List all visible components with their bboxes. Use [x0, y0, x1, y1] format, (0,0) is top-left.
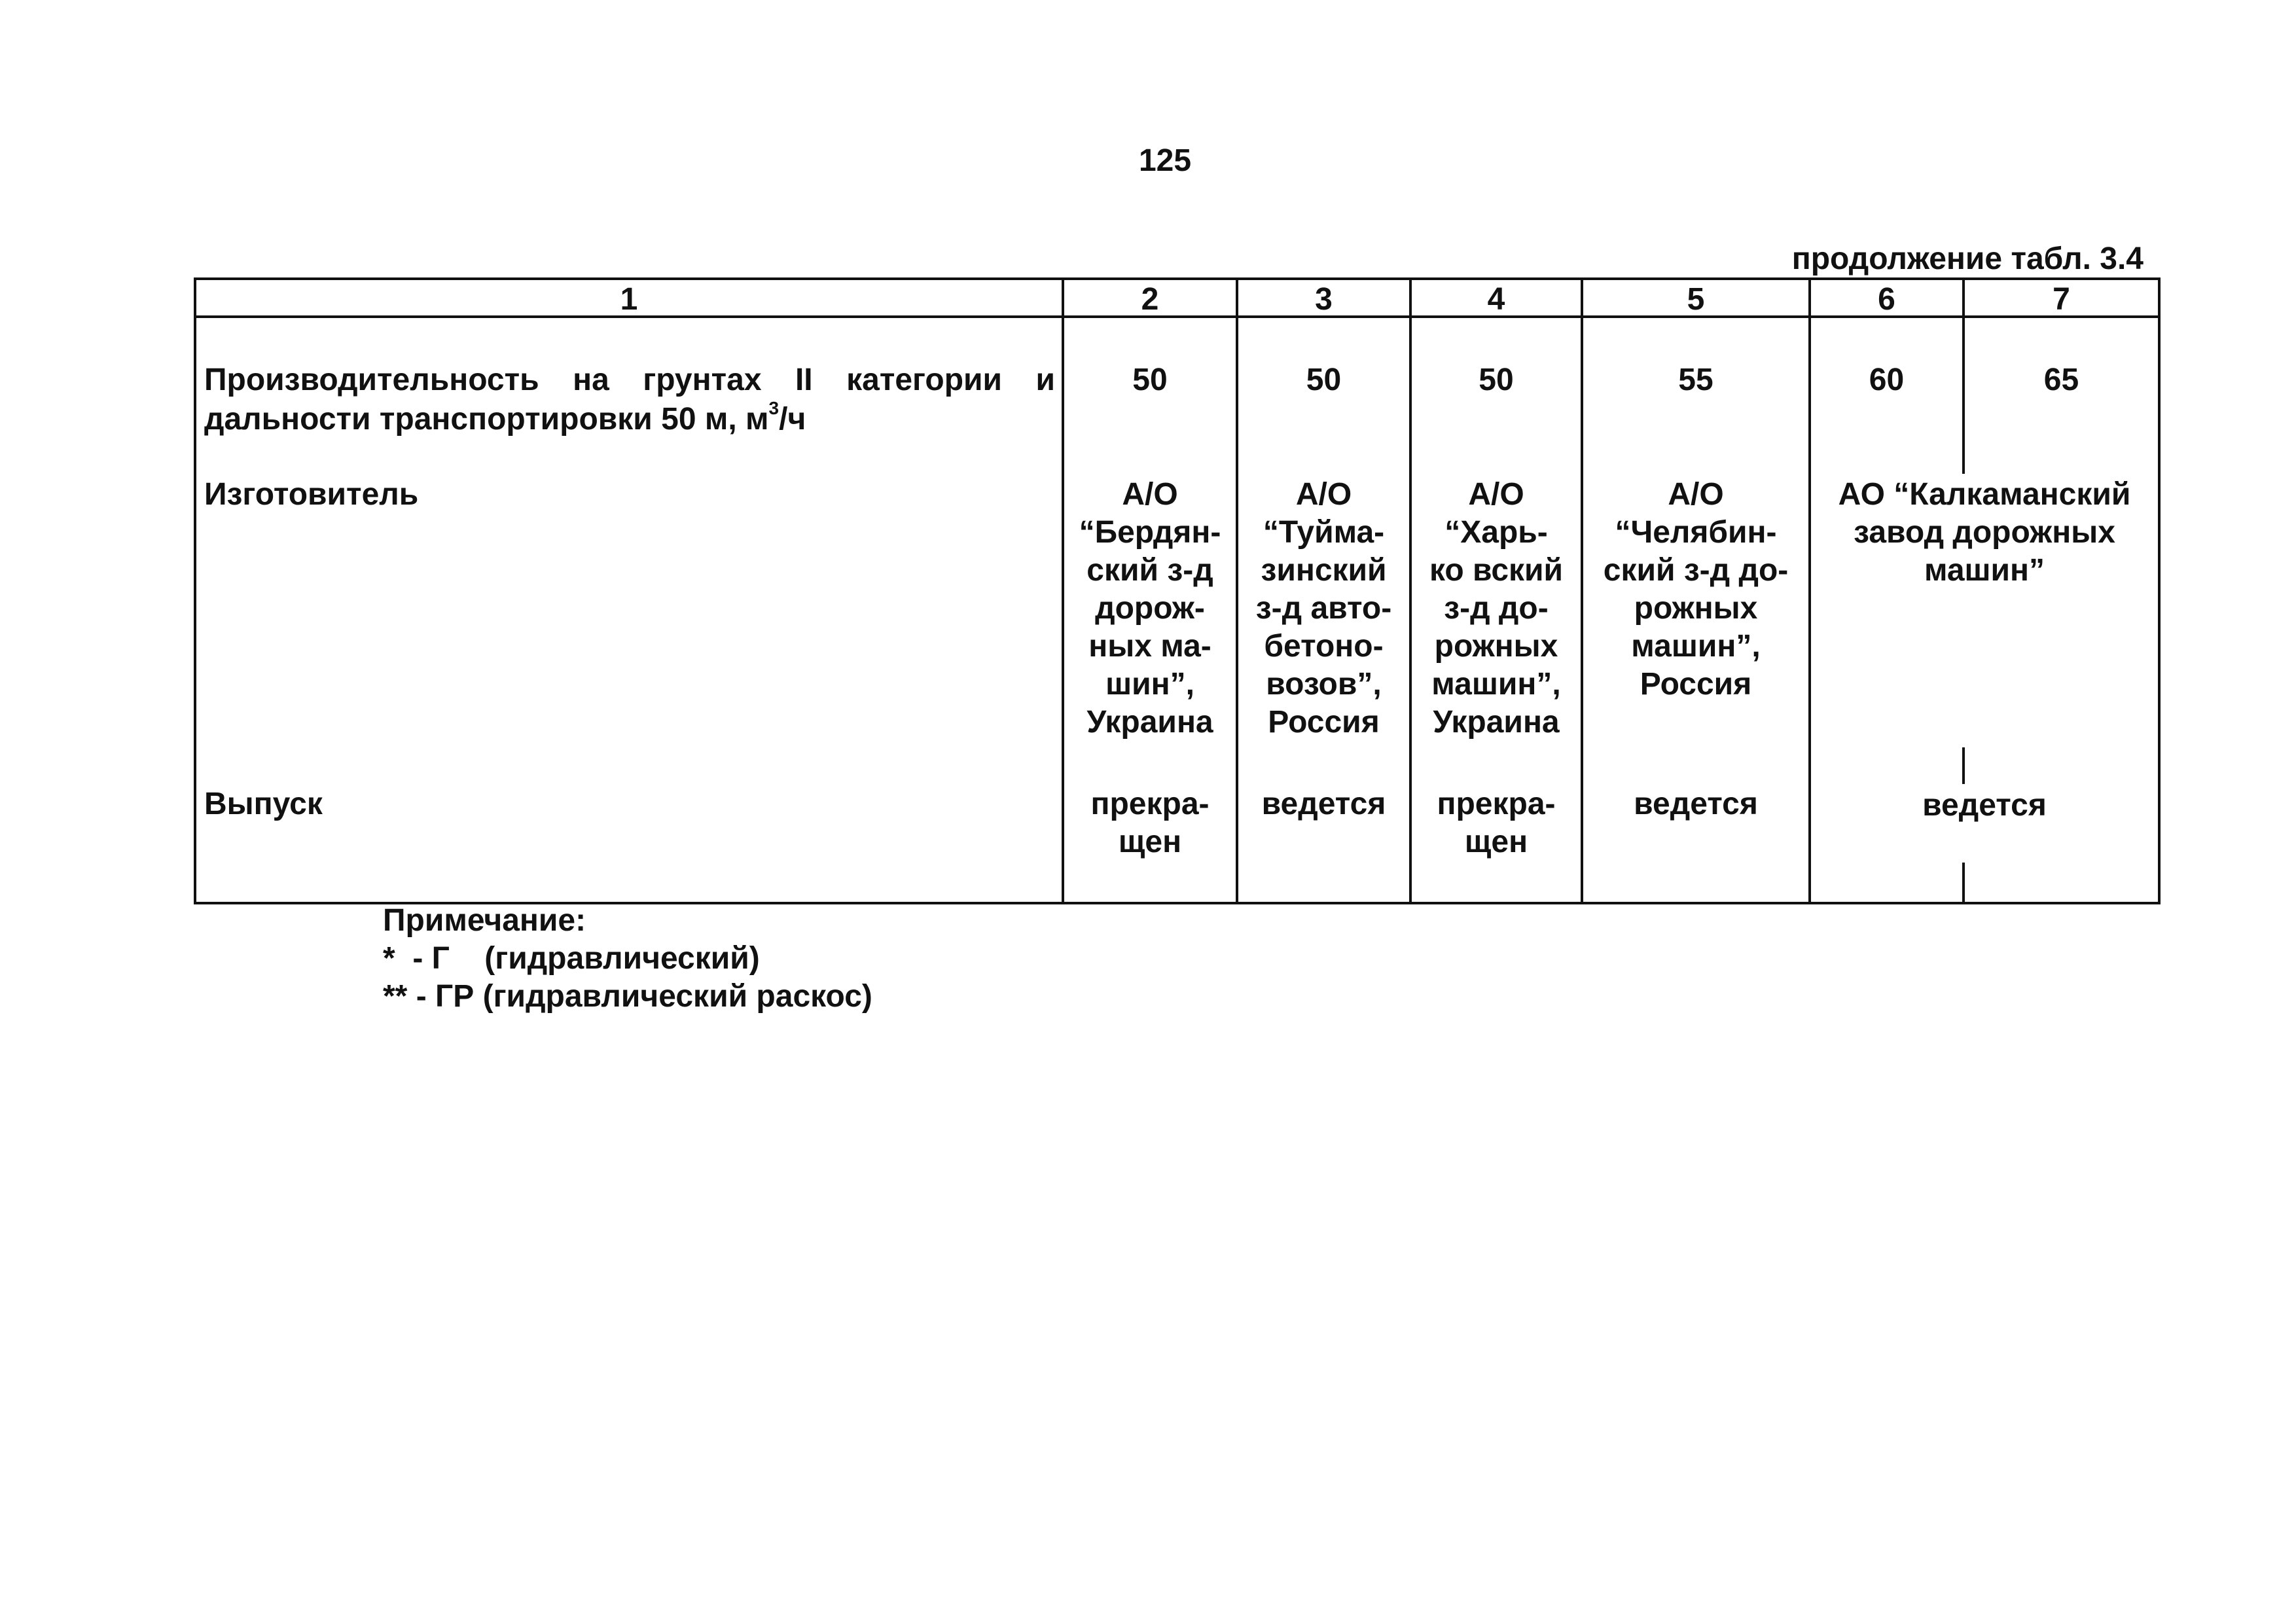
release-c6-7: ведется [1811, 787, 2158, 825]
note-title: Примечание: [383, 903, 586, 938]
col-sep-6-lower [1962, 863, 1965, 904]
manufacturer-c5: А/О “Челябин- ский з-д до- рожных машин”, Россия [1603, 477, 1789, 702]
note-line-2: ** - ГР (гидравлический раскос) [383, 979, 872, 1014]
row-label-manufacturer: Изготовитель [204, 477, 419, 512]
col-header-1: 1 [620, 282, 638, 317]
col-header-7: 7 [2053, 282, 2070, 317]
productivity-c4: 50 [1479, 363, 1514, 397]
release-c5: ведется [1634, 787, 1758, 821]
page-number: 125 [1138, 143, 1192, 178]
manufacturer-c6-7: АО “Калкаманский завод дорожных машин” [1838, 477, 2131, 588]
note-line-1: * - Г (гидравлический) [383, 941, 760, 976]
manufacturer-c3: А/О “Туйма- зинский з-д авто- бетоно- возов”, Россия [1255, 477, 1392, 740]
col-header-3: 3 [1315, 282, 1333, 317]
productivity-c2: 50 [1132, 363, 1168, 397]
col-header-4: 4 [1487, 282, 1505, 317]
row-label-productivity-line2: дальности транспортировки 50 м, $м^3/ч$ [204, 398, 806, 437]
productivity-c6: 60 [1869, 363, 1905, 397]
manufacturer-c4: А/О “Харь- ко вский з-д до- рожных машин”, Украина [1429, 477, 1564, 740]
productivity-c3: 50 [1306, 363, 1342, 397]
productivity-c7: 65 [2043, 363, 2079, 397]
col-header-6: 6 [1878, 282, 1895, 317]
release-c4: прекра- щен [1437, 787, 1556, 859]
col-header-2: 2 [1141, 282, 1159, 317]
table-caption: продолжение табл. 3.4 [1791, 241, 2144, 276]
manufacturer-c2: А/О “Бердян- ский з-д дорож- ных ма- шин”, Украина [1079, 477, 1221, 740]
col-sep-6-mid [1962, 747, 1965, 784]
col-header-5: 5 [1687, 282, 1705, 317]
release-c2: прекра- щен [1090, 787, 1210, 859]
release-c3: ведется [1261, 787, 1386, 821]
productivity-c5: 55 [1678, 363, 1713, 397]
row-label-release: Выпуск [204, 787, 323, 821]
row-label-productivity-line1: Производительность на грунтах II категории и [204, 363, 1055, 397]
